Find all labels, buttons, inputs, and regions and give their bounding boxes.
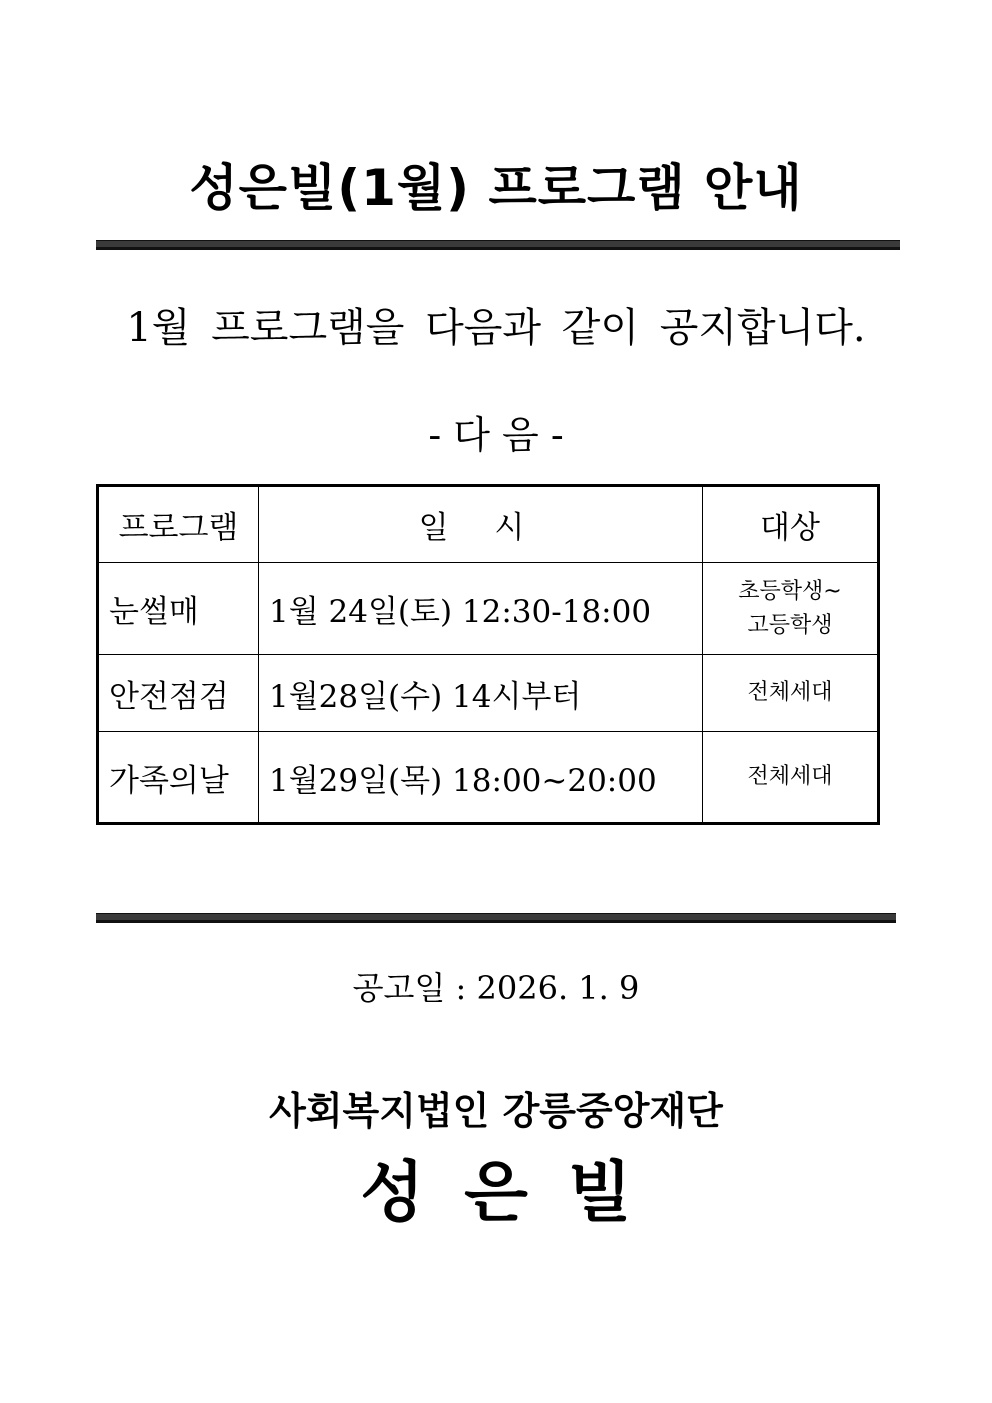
table-row bbox=[98, 563, 879, 655]
target-cell: 전체세대 bbox=[703, 732, 879, 824]
intro-text: 1월 프로그램을 다음과 같이 공지합니다. bbox=[126, 305, 866, 351]
table-row bbox=[98, 732, 879, 824]
program-schedule-table bbox=[96, 484, 880, 825]
table-header-row bbox=[98, 486, 879, 563]
footer-divider bbox=[96, 913, 896, 923]
header-program: 프로그램 bbox=[98, 486, 259, 563]
program-cell: 가족의날 bbox=[98, 732, 259, 824]
table-row bbox=[98, 655, 879, 732]
header-target: 대상 bbox=[703, 486, 879, 563]
target-cell: 전체세대 bbox=[703, 655, 879, 732]
target-cell: 초등학생~ 고등학생 bbox=[703, 563, 879, 655]
organization-name: 사회복지법인 강릉중앙재단 bbox=[269, 1089, 723, 1133]
page-title: 성은빌(1월) 프로그램 안내 bbox=[189, 159, 803, 217]
datetime-cell: 1월 24일(토) 12:30-18:00 bbox=[259, 563, 703, 655]
program-cell: 안전점검 bbox=[98, 655, 259, 732]
notice-date: 공고일 : 2026. 1. 9 bbox=[352, 969, 640, 1007]
title-divider bbox=[96, 240, 900, 250]
program-cell: 눈썰매 bbox=[98, 563, 259, 655]
datetime-cell: 1월28일(수) 14시부터 bbox=[259, 655, 703, 732]
header-datetime: 일 시 bbox=[259, 486, 703, 563]
section-heading: - 다 음 - bbox=[428, 413, 564, 457]
datetime-cell: 1월29일(목) 18:00~20:00 bbox=[259, 732, 703, 824]
facility-name: 성은빌 bbox=[360, 1154, 672, 1231]
